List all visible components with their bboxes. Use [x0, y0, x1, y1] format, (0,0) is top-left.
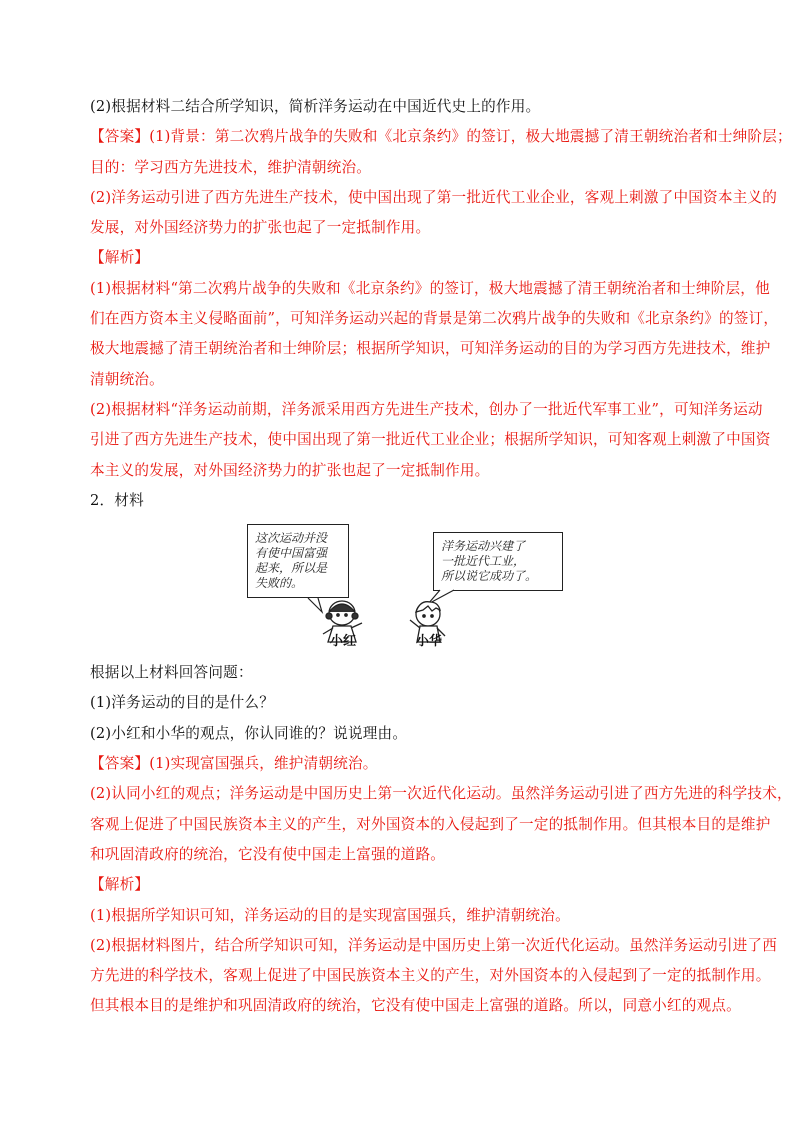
q1-analysis-line-6: 引进了西方先进生产技术，使中国出现了第一批近代工业企业；根据所学知识，可知客观上刺激了中国资 [90, 431, 771, 449]
q1-answer-line-4: 发展，对外国经济势力的扩张也起了一定抵制作用。 [90, 219, 431, 237]
q1-analysis-line-5: (2)根据材料“洋务运动前期，洋务派采用西方先进生产技术，创办了一批近代军事工业”，可知洋务运动 [90, 400, 763, 418]
q1-analysis-line-2: 们在西方资本主义侵略面前”，可知洋务运动兴起的背景是第二次鸦片战争的失败和《北京条约》的签订， [90, 310, 779, 328]
q2-analysis-tag: 【解析】 [90, 876, 150, 894]
q2-question-1: (1)洋务运动的目的是什么？ [90, 694, 275, 712]
q1-answer-line-1: 【答案】(1)背景：第二次鸦片战争的失败和《北京条约》的签订，极大地震撼了清王朝统治者和士绅阶层； [90, 128, 792, 146]
q2-answer-line-4: 和巩固清政府的统治，它没有使中国走上富强的道路。 [90, 845, 446, 863]
q1-analysis-line-1: (1)根据材料“第二次鸦片战争的失败和《北京条约》的签订，极大地震撼了清王朝统治者和士绅阶层，他 [90, 279, 770, 297]
q2-analysis-line-2: (2)根据材料图片，结合所学知识可知，洋务运动是中国历史上第一次近代化运动。虽然洋务运动引进了西 [90, 936, 777, 954]
q1-analysis-line-3: 极大地震撼了清王朝统治者和士绅阶层；根据所学知识，可知洋务运动的目的为学习西方先进技术，维护 [90, 340, 771, 358]
left-speech-bubble: 这次运动并没 有使中国富强 起来，所以是 失败的。 [247, 524, 349, 598]
q2-analysis-line-1: (1)根据所学知识可知，洋务运动的目的是实现富国强兵，维护清朝统治。 [90, 906, 570, 924]
answer-tag: 【答案】 [90, 128, 150, 146]
q1-analysis-line-7: 本主义的发展，对外国经济势力的扩张也起了一定抵制作用。 [90, 461, 490, 479]
q2-heading: 2．材料 [90, 491, 144, 509]
q2-answer-line-2: (2)认同小红的观点；洋务运动是中国历史上第一次近代化运动。虽然洋务运动引进了西方先进的科学技术， [90, 785, 792, 803]
q1-part2-question: (2)根据材料二结合所学知识，简析洋务运动在中国近代史上的作用。 [90, 98, 541, 115]
answer-tag: 【答案】 [90, 755, 150, 773]
q2-analysis-line-4: 但其根本目的是维护和巩固清政府的统治，它没有使中国走上富强的道路。所以，同意小红的观点。 [90, 997, 741, 1015]
cartoon-figure [90, 520, 722, 650]
cartoon-drawing [90, 520, 722, 650]
q1-answer-line-2: 目的：学习西方先进技术，维护清朝统治。 [90, 158, 372, 176]
left-character-name: 小红 [330, 634, 357, 650]
q2-prompt: 根据以上材料回答问题： [90, 664, 253, 682]
q2-question-2: (2)小红和小华的观点，你认同谁的？说说理由。 [90, 724, 408, 742]
q1-answer-line-3: (2)洋务运动引进了西方先进生产技术，使中国出现了第一批近代工业企业，客观上刺激了中国资本主义的 [90, 188, 777, 206]
right-character-name: 小华 [416, 634, 443, 650]
q1-analysis-line-4: 清朝统治。 [90, 370, 164, 388]
q2-answer-line-1: 【答案】(1)实现富国强兵，维护清朝统治。 [90, 755, 378, 773]
q2-answer-line-3: 客观上促进了中国民族资本主义的产生，对外国资本的入侵起到了一定的抵制作用。但其根本目的是维护 [90, 815, 771, 833]
q2-analysis-line-3: 方先进的科学技术，客观上促进了中国民族资本主义的产生，对外国资本的入侵起到了一定的抵制作用。 [90, 967, 771, 985]
left-bubble-tail [308, 598, 322, 612]
right-speech-bubble: 洋务运动兴建了 一批近代工业， 所以说它成功了。 [433, 532, 563, 591]
q1-analysis-tag: 【解析】 [90, 249, 150, 267]
document-page [90, 96, 792, 1026]
